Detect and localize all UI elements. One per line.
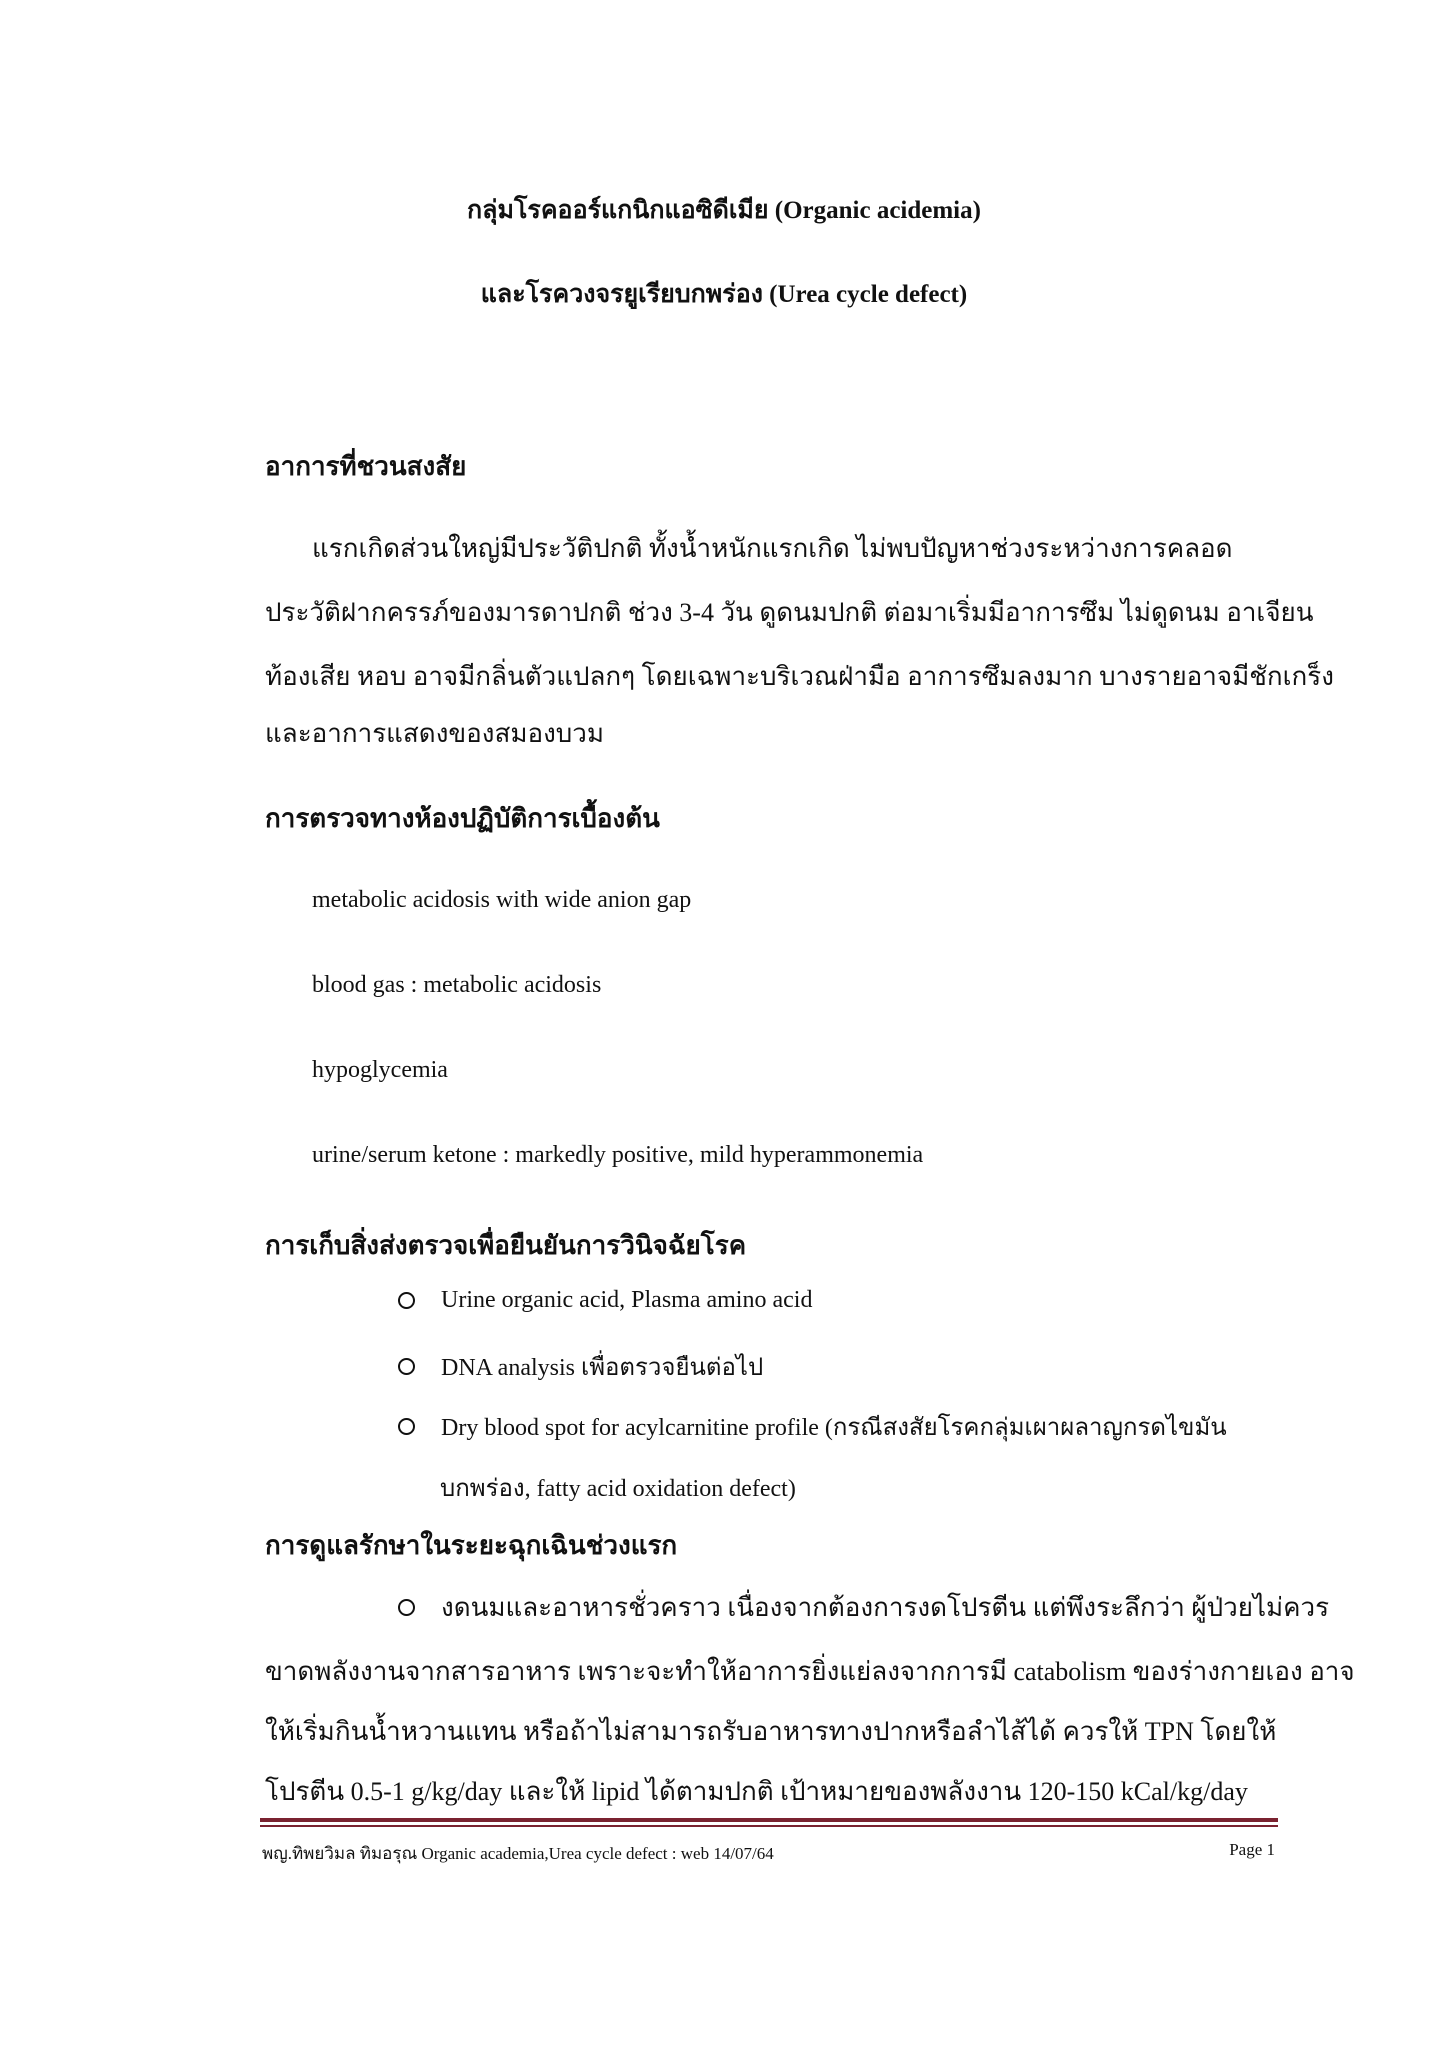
symptoms-heading: อาการที่ชวนสงสัย bbox=[265, 452, 467, 481]
treatment-line-4: โปรตีน 0.5-1 g/kg/day และให้ lipid ได้ตามปกติ เป้าหมายของพลังงาน 120-150 kCal/kg/day bbox=[265, 1777, 1248, 1806]
footer-author-note: พญ.ทิพยวิมล ทิมอรุณ Organic academia,Urea cycle defect : web 14/07/64 bbox=[262, 1844, 774, 1863]
circle-bullet-icon bbox=[398, 1358, 415, 1375]
footer-divider-thin bbox=[260, 1825, 1278, 1827]
confirm-list-item bbox=[398, 1347, 763, 1386]
confirm-list-item bbox=[398, 1407, 1227, 1446]
confirm-heading: การเก็บสิ่งส่งตรวจเพื่อยืนยันการวินิจฉัยโรค bbox=[265, 1231, 747, 1260]
symptoms-line-2: ประวัติฝากครรภ์ของมารดาปกติ ช่วง 3-4 วัน ดูดนมปกติ ต่อมาเริ่มมีอาการซึม ไม่ดูดนม อาเจียน bbox=[265, 598, 1314, 627]
treatment-line-2: ขาดพลังงานจากสารอาหาร เพราะจะทำให้อาการยิ่งแย่ลงจากการมี catabolism ของร่างกายเอง อาจ bbox=[265, 1657, 1355, 1686]
document-title-line-2: และโรควงจรยูเรียบกพร่อง (Urea cycle defect) bbox=[480, 281, 968, 308]
footer-divider-thick bbox=[260, 1818, 1278, 1822]
symptoms-line-1: แรกเกิดส่วนใหญ่มีประวัติปกติ ทั้งน้ำหนักแรกเกิด ไม่พบปัญหาช่วงระหว่างการคลอด bbox=[312, 534, 1233, 563]
treatment-line-3: ให้เริ่มกินน้ำหวานแทน หรือถ้าไม่สามารถรับอาหารทางปากหรือลำไส้ได้ ควรให้ TPN โดยให้ bbox=[265, 1717, 1277, 1746]
confirm-item-text: DNA analysis เพื่อตรวจยืนต่อไป bbox=[441, 1355, 764, 1381]
lab-item: blood gas : metabolic acidosis bbox=[312, 972, 602, 998]
page-number: Page 1 bbox=[1229, 1840, 1275, 1859]
confirm-item-continuation: บกพร่อง, fatty acid oxidation defect) bbox=[440, 1476, 796, 1502]
confirm-item-text: Urine organic acid, Plasma amino acid bbox=[441, 1287, 813, 1313]
treatment-first-line-text: งดนมและอาหารชั่วคราว เนื่องจากต้องการงดโปรตีน แต่พึงระลึกว่า ผู้ป่วยไม่ควร bbox=[441, 1593, 1330, 1622]
circle-bullet-icon bbox=[398, 1418, 415, 1435]
lab-item: urine/serum ketone : markedly positive, mild hyperammonemia bbox=[312, 1142, 924, 1168]
lab-heading: การตรวจทางห้องปฏิบัติการเบื้องต้น bbox=[265, 804, 660, 833]
confirm-item-text: Dry blood spot for acylcarnitine profile (กรณีสงสัยโรคกลุ่มเผาผลาญกรดไขมัน bbox=[441, 1415, 1227, 1441]
lab-item: metabolic acidosis with wide anion gap bbox=[312, 887, 692, 913]
circle-bullet-icon bbox=[398, 1599, 415, 1616]
document-title-line-1: กลุ่มโรคออร์แกนิกแอซิดีเมีย (Organic acidemia) bbox=[467, 197, 981, 224]
symptoms-line-3: ท้องเสีย หอบ อาจมีกลิ่นตัวแปลกๆ โดยเฉพาะบริเวณฝ่ามือ อาการซึมลงมาก บางรายอาจมีชักเกร็ง bbox=[265, 662, 1334, 691]
treatment-heading: การดูแลรักษาในระยะฉุกเฉินช่วงแรก bbox=[265, 1531, 678, 1560]
symptoms-line-4: และอาการแสดงของสมองบวม bbox=[265, 719, 605, 748]
treatment-first-line bbox=[398, 1587, 1329, 1628]
lab-item: hypoglycemia bbox=[312, 1057, 448, 1083]
circle-bullet-icon bbox=[398, 1292, 415, 1309]
confirm-list-item bbox=[398, 1287, 812, 1314]
